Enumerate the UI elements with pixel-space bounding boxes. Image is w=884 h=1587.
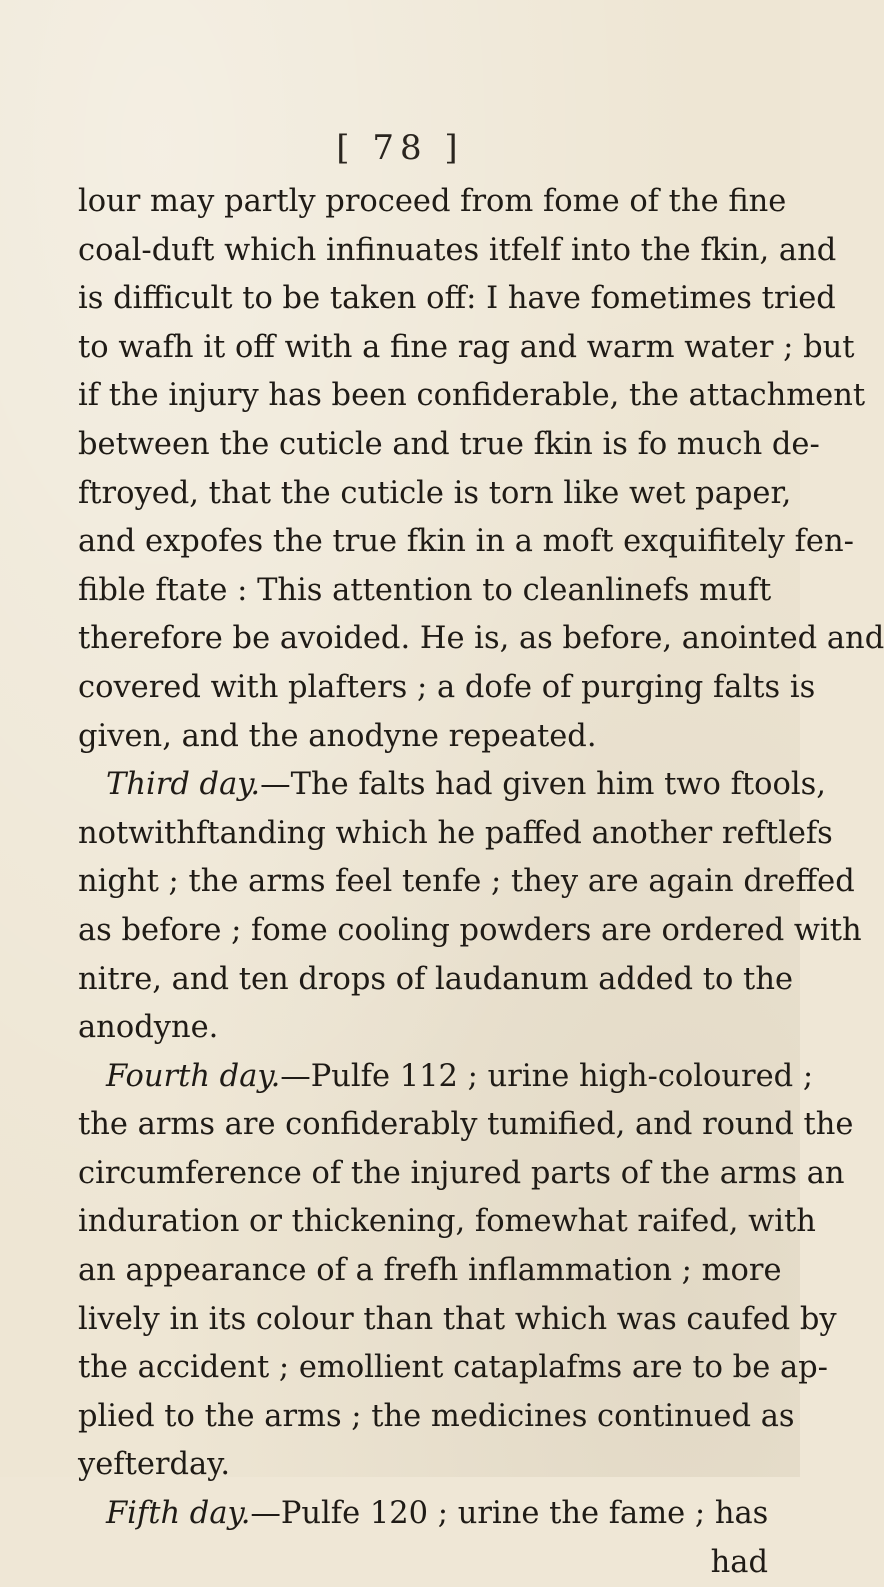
section-heading: Fifth day. <box>106 1496 251 1532</box>
text-line: plied to the arms ; the medicines continued as <box>78 1398 795 1434</box>
text-line: to wafh it off with a fine rag and warm water ; but <box>78 329 855 365</box>
text-line: lively in its colour than that which was caufed by <box>78 1301 837 1337</box>
section-heading: Third day. <box>106 767 261 803</box>
text-line: covered with plafters ; a dofe of purging falts is <box>78 669 816 705</box>
text-line: induration or thickening, fomewhat raifed, with <box>78 1204 816 1240</box>
text-line: if the injury has been confiderable, the attachment <box>78 378 866 414</box>
section-heading: Fourth day. <box>106 1058 281 1094</box>
catchword: had <box>710 1544 768 1580</box>
text-line: night ; the arms feel tenfe ; they are again dreffed <box>78 864 855 900</box>
text-line: circumference of the injured parts of the arms an <box>78 1155 845 1191</box>
text-line: fible ftate : This attention to cleanlinefs muft <box>78 572 772 608</box>
text-line: lour may partly proceed from fome of the fine <box>78 184 787 219</box>
text-line: notwithftanding which he paffed another reftlefs <box>78 815 833 851</box>
text-line: given, and the anodyne repeated. <box>78 718 597 754</box>
text-line: therefore be avoided. He is, as before, anointed and <box>78 621 884 657</box>
text-line: between the cuticle and true fkin is fo much de- <box>78 426 820 462</box>
page-number-header: [ 78 ] <box>336 128 464 168</box>
section-third-day: Third day.—The falts had given him two ftools, <box>106 767 826 803</box>
text-line: an appearance of a frefh inflammation ; more <box>78 1253 782 1289</box>
text-line: ftroyed, that the cuticle is torn like wet paper, <box>78 475 792 511</box>
section-fourth-day: Fourth day.—Pulfe 112 ; urine high-coloured ; <box>106 1058 814 1094</box>
text-line: yefterday. <box>78 1447 231 1483</box>
text-line: is difficult to be taken off: I have fometimes tried <box>78 281 836 317</box>
text-line: nitre, and ten drops of laudanum added to the <box>78 961 794 997</box>
body-text <box>78 178 884 1587</box>
section-fifth-day: Fifth day.—Pulfe 120 ; urine the fame ; has <box>106 1496 769 1532</box>
text-line: and expofes the true fkin in a moft exquifitely fen- <box>78 524 854 560</box>
text-line: the accident ; emollient cataplafms are to be ap- <box>78 1350 828 1386</box>
text-line: anodyne. <box>78 1010 219 1046</box>
text-line: as before ; fome cooling powders are ordered with <box>78 912 862 948</box>
text-line: coal-duft which infinuates itfelf into the fkin, and <box>78 232 837 268</box>
text-line: the arms are confiderably tumified, and round the <box>78 1107 854 1143</box>
